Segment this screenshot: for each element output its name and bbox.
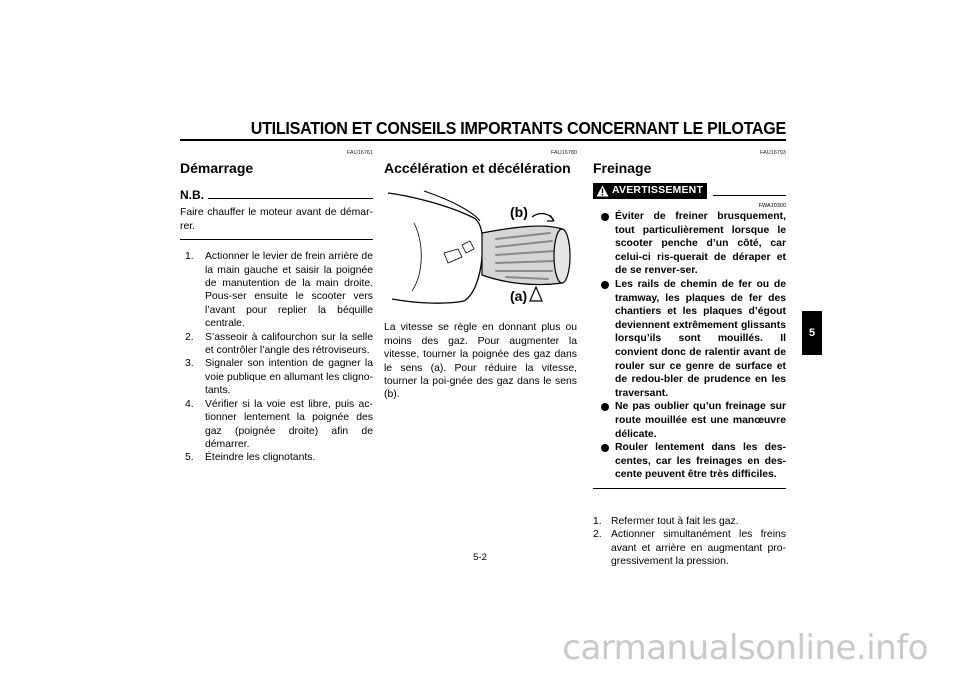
step-text: Vérifier si la voie est libre, puis ac-tionner lentement la poignée des gaz (poignée droite) afin de démarrer. <box>205 398 373 450</box>
step-item <box>185 451 373 464</box>
steps-list <box>180 250 373 465</box>
page-header-title: UTILISATION ET CONSEILS IMPORTANTS CONCERNANT LE PILOTAGE <box>250 118 787 138</box>
warning-badge <box>593 183 707 199</box>
section-code: FAU16780 <box>551 150 577 156</box>
acceleration-paragraph: La vitesse se règle en donnant plus ou moins des gaz. Pour augmenter la vitesse, tourner la poignée des gaz dans le sens (a). Pour réduire la vitesse, tourner la poi-gnée des gaz dans le sens (b). <box>384 322 577 401</box>
section-code: FAU16793 <box>760 150 786 156</box>
step-item <box>593 528 786 568</box>
step-number: 2. <box>185 331 194 343</box>
bullet-icon <box>601 281 609 289</box>
nb-rule <box>208 197 373 199</box>
warning-text: Rouler lentement dans les des-centes, car les freinages en des-cente peuvent être très difficiles. <box>615 442 786 481</box>
step-item <box>185 250 373 330</box>
section-code: FAU16761 <box>347 150 373 156</box>
header-rule <box>180 139 786 141</box>
section-freinage <box>593 150 786 569</box>
step-text: Actionner le levier de frein arrière de la main gauche et saisir la poignée de manutention de la main droite. Pous-ser ensuite le scooter vers l’avant pour replier la béquille centrale. <box>205 251 373 330</box>
step-item <box>185 331 373 358</box>
step-number: 5. <box>185 452 194 464</box>
bullet-icon <box>601 444 609 452</box>
warning-item <box>593 400 786 441</box>
step-number: 1. <box>185 251 194 263</box>
warning-text: Les rails de chemin de fer ou de tramway, les plaques de fer des chantiers et les plaques d’égout deviennent extrêmement glissants lorsqu’ils sont mouillés. Il convient donc de ralentir avant de rouler sur ce genre de surface et de redou-bler de prudence en les traversant. <box>615 278 786 399</box>
warning-rule <box>713 195 786 196</box>
warning-list <box>593 210 786 489</box>
nb-label: N.B. <box>180 188 204 202</box>
bullet-icon <box>601 213 609 221</box>
figure-label-b: (b) <box>510 204 528 220</box>
chapter-tab: 5 <box>802 311 822 355</box>
page-number: 5-2 <box>473 552 487 563</box>
throttle-grip-illustration <box>384 183 577 309</box>
nb-header <box>180 189 373 202</box>
warning-text: Éviter de freiner brusquement, tout particulièrement lorsque le scooter penche d’un côté, car celui-ci ris-querait de déraper et de se renver-ser. <box>615 211 786 277</box>
step-item <box>185 398 373 452</box>
warning-triangle-icon <box>596 185 609 197</box>
section-title: Démarrage <box>180 160 254 176</box>
step-text: Refermer tout à fait les gaz. <box>611 515 739 527</box>
step-item <box>185 357 373 397</box>
section-title: Freinage <box>593 160 652 176</box>
step-number: 2. <box>593 529 602 541</box>
bullet-icon <box>601 403 609 411</box>
warning-code: FWA10300 <box>758 203 786 209</box>
warning-text: Ne pas oublier qu’un freinage sur route mouillée est une manœuvre délicate. <box>615 401 786 440</box>
step-text: Signaler son intention de gagner la voie publique en allumant les cligno-tants. <box>205 358 373 397</box>
step-number: 4. <box>185 398 194 410</box>
step-text: Actionner simultanément les freins avant et arrière en augmentant pro-gressivement la pression. <box>611 529 786 568</box>
step-text: S’asseoir à califourchon sur la selle et contrôler l’angle des rétroviseurs. <box>205 331 373 357</box>
step-item <box>593 515 786 528</box>
step-number: 1. <box>593 515 602 527</box>
figure-label-a: (a) <box>510 288 528 304</box>
warning-label: AVERTISSEMENT <box>612 184 704 197</box>
step-number: 3. <box>185 358 194 370</box>
nb-text: Faire chauffer le moteur avant de démar-rer. <box>180 206 373 240</box>
steps-list <box>593 515 786 569</box>
warning-item <box>593 278 786 400</box>
section-acceleration <box>384 150 577 402</box>
section-demarrage <box>180 150 373 465</box>
watermark-text: carmanualsonline.info <box>562 628 928 668</box>
step-text: Éteindre les clignotants. <box>205 452 316 464</box>
warning-header <box>593 183 786 199</box>
section-title: Accélération et décélération <box>384 160 571 176</box>
warning-item <box>593 210 786 278</box>
warning-item <box>593 441 786 482</box>
